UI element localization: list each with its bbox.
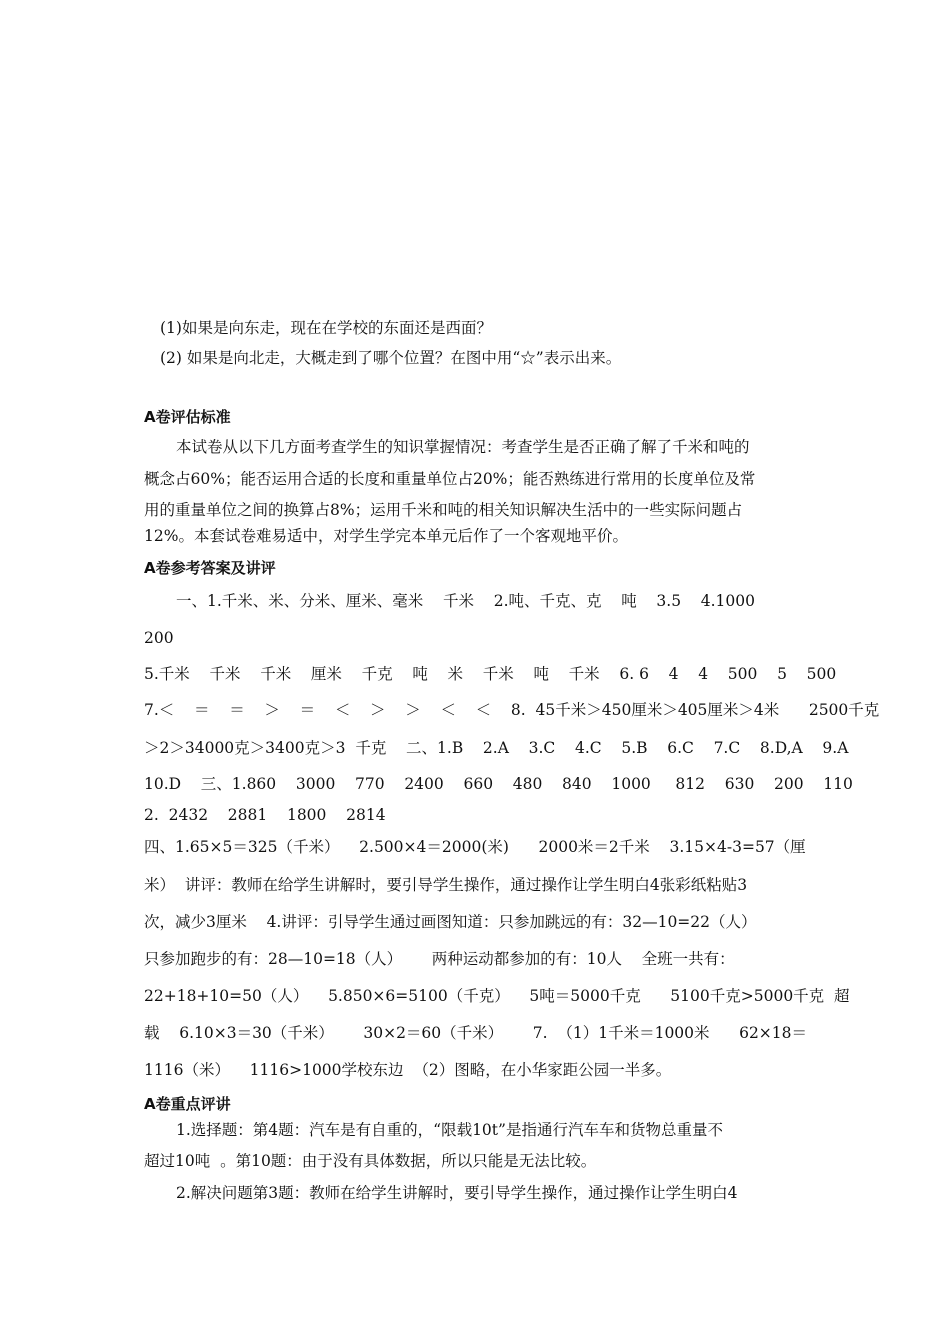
answers-line: 22+18+10=50（人） 5.850×6=5100（千克） 5吨＝5000千克 5100千克>5000千克 超 [144,987,850,1005]
answers-line: 5.千米 千米 千米 厘米 千克 吨 米 千米 吨 千米 6. 6 4 4 500 5 500 [144,665,837,683]
answers-line: 只参加跑步的有：28—10=18（人） 两种运动都参加的有：10人 全班一共有： [144,950,735,968]
question-2: (2) 如果是向北走，大概走到了哪个位置？在图中用“☆”表示出来。 [160,349,622,367]
standards-heading: A卷评估标准 [144,408,231,426]
answers-line: 次，减少3厘米 4.讲评：引导学生通过画图知道：只参加跳远的有：32—10=22（人） [144,913,757,931]
answers-line: 200 [144,629,174,647]
answers-line: 一、1.千米、米、分米、厘米、毫米 千米 2.吨、千克、克 吨 3.5 4.1000 [176,592,756,610]
answers-line: 7.＜ ＝ ＝ ＞ ＝ ＜ ＞ ＞ ＜ ＜ 8. 45千米＞450厘米＞405厘米＞4米 2500千克 [144,701,880,719]
key-points-line: 超过10吨 。第10题：由于没有具体数据，所以只能是无法比较。 [144,1152,597,1170]
answers-line: ＞2＞34000克＞3400克＞3 千克 二、1.B 2.A 3.C 4.C 5.B 6.C 7.C 8.D,A 9.A [144,739,849,757]
key-points-heading: A卷重点评讲 [144,1095,231,1113]
answers-line: 1116（米） 1116>1000学校东边 （2）图略，在小华家距公园一半多。 [144,1061,672,1079]
standards-line: 概念占60%；能否运用合适的长度和重量单位占20%；能否熟练进行常用的长度单位及常 [144,470,756,488]
answers-line: 四、1.65×5＝325（千米） 2.500×4＝2000(米) 2000米＝2千米 3.15×4-3=57（厘 [144,838,806,856]
key-points-line: 2.解决问题第3题：教师在给学生讲解时，要引导学生操作，通过操作让学生明白4 [176,1184,738,1202]
question-1: (1)如果是向东走，现在在学校的东面还是西面？ [160,319,492,337]
standards-line: 12%。本套试卷难易适中，对学生学完本单元后作了一个客观地平价。 [144,527,628,545]
answers-line: 2. 2432 2881 1800 2814 [144,806,386,824]
answers-line: 米） 讲评：教师在给学生讲解时，要引导学生操作，通过操作让学生明白4张彩纸粘贴3 [144,876,748,894]
answers-line: 载 6.10×3＝30（千米） 30×2＝60（千米） 7. （1）1千米＝1000米 62×18＝ [144,1024,808,1042]
standards-line: 本试卷从以下几方面考查学生的知识掌握情况：考查学生是否正确了解了千米和吨的 [176,438,750,456]
answers-line: 10.D 三、1.860 3000 770 2400 660 480 840 1000 812 630 200 110 [144,775,853,793]
answers-heading: A卷参考答案及讲评 [144,559,276,577]
standards-line: 用的重量单位之间的换算占8%；运用千米和吨的相关知识解决生活中的一些实际问题占 [144,501,743,519]
key-points-line: 1.选择题：第4题：汽车是有自重的，“限载10t”是指通行汽车车和货物总重量不 [176,1121,723,1139]
